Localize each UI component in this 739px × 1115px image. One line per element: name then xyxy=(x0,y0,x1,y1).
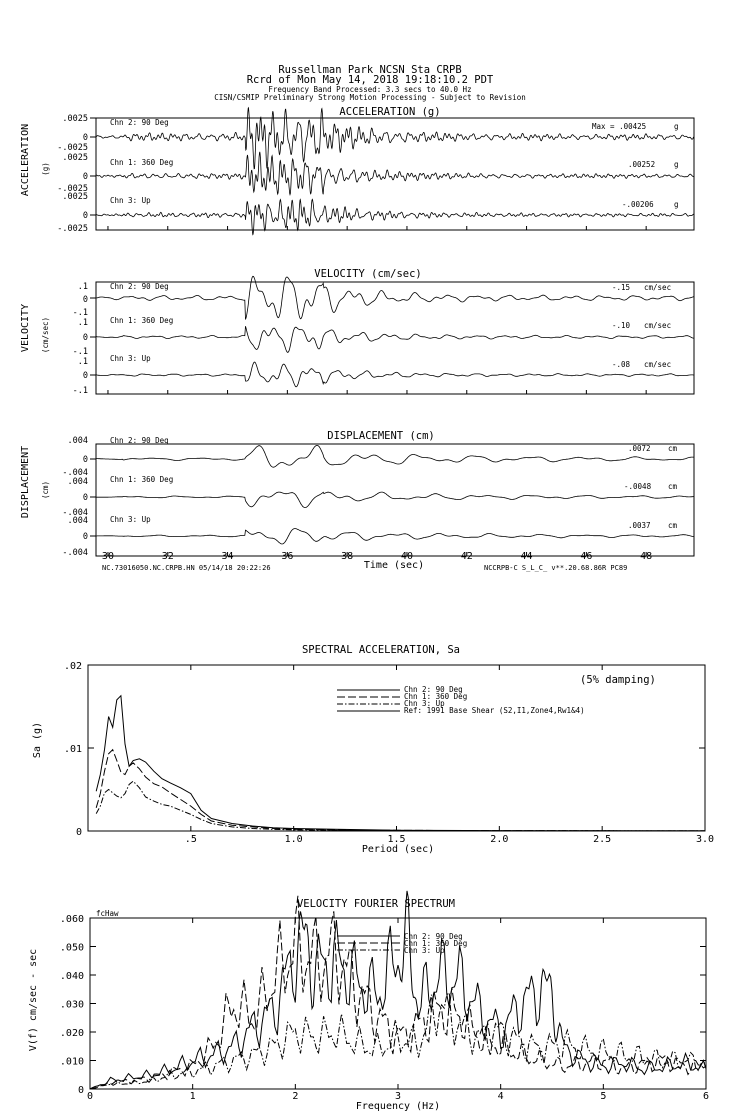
acc-ch1-tick-top: .0025 xyxy=(62,114,88,124)
dis-ch3-tick-bottom: -.004 xyxy=(62,548,88,558)
time-tick-label: 46 xyxy=(580,551,593,562)
dis-ch3-max-value: .0037 xyxy=(628,521,651,530)
time-tick-label: 40 xyxy=(400,551,413,562)
sa-title: SPECTRAL ACCELERATION, Sa xyxy=(301,644,461,656)
acc-ch1-max xyxy=(592,122,646,131)
time-tick-label: 38 xyxy=(341,551,354,562)
header-band: Frequency Band Processed: 3.3 secs to 40.0 Hz xyxy=(268,85,472,94)
acceleration-panel xyxy=(20,106,694,235)
acc-ch1-max-prefix: Max = xyxy=(592,122,620,131)
vel-ch1-unit: cm/sec xyxy=(644,283,672,292)
acceleration-title: ACCELERATION (g) xyxy=(339,106,441,118)
fs-x-tick-label: 1 xyxy=(189,1091,196,1102)
vel-ch1-name: Chn 2: 90 Deg xyxy=(110,282,169,291)
dis-ch3-tick-zero: 0 xyxy=(82,532,88,542)
fs-ylabel: V(f) cm/sec - sec xyxy=(28,948,39,1052)
fs-x-tick-label: 0 xyxy=(86,1091,94,1102)
vel-ch2-unit: cm/sec xyxy=(644,321,672,330)
sa-x-tick-label: 2.0 xyxy=(490,834,509,845)
footer-record-id: NC.73016050.NC.CRPB.HN 05/14/18 20:22:26 xyxy=(102,564,271,572)
velocity-frame xyxy=(96,282,694,394)
dis-ch1-max-value: .0072 xyxy=(628,444,651,453)
header-disclaimer: CISN/CSMIP Preliminary Strong Motion Processing - Subject to Revision xyxy=(214,93,526,102)
footer-processing-id: NCCRPB-C S_L_C_ v**.20.68.86R PC89 xyxy=(484,564,628,572)
acc-ch1-tick-bottom: -.0025 xyxy=(57,143,88,153)
dis-ch1-tick-top: .004 xyxy=(67,436,88,446)
fs-x-tick-label: 6 xyxy=(702,1091,710,1102)
fs-legend-label-3: Chn 3: Up xyxy=(404,946,445,955)
vel-ch3-max-value: -.08 xyxy=(612,360,631,369)
fs-legend-label-1: Chn 2: 90 Deg xyxy=(404,932,463,941)
acceleration-channel-2 xyxy=(57,143,694,195)
displacement-side-label: DISPLACEMENT xyxy=(20,445,31,519)
fs-title: VELOCITY FOURIER SPECTRUM xyxy=(296,898,456,910)
sa-legend-label-1: Chn 2: 90 Deg xyxy=(404,685,463,694)
acc-ch2-name: Chn 1: 360 Deg xyxy=(110,158,174,167)
vel-ch1-waveform xyxy=(96,276,694,319)
vel-ch3-tick-bottom: -.1 xyxy=(72,386,88,396)
spectral-acceleration-chart xyxy=(32,644,714,855)
sa-legend-label-2: Chn 1: 360 Deg xyxy=(404,692,468,701)
acc-ch2-waveform xyxy=(96,152,694,195)
dis-ch2-tick-zero: 0 xyxy=(82,493,88,503)
sa-y-tick-label: .01 xyxy=(63,744,82,755)
fs-y-tick-label: .040 xyxy=(59,971,84,982)
fs-legend-label-2: Chn 1: 360 Deg xyxy=(404,939,468,948)
acc-ch2-unit: g xyxy=(674,160,679,169)
vel-ch2-tick-top: .1 xyxy=(77,318,88,328)
velocity-channel-1 xyxy=(73,276,694,319)
velocity-unit-label: (cm/sec) xyxy=(41,316,50,354)
acc-ch3-waveform xyxy=(96,199,694,234)
acceleration-side-label: ACCELERATION xyxy=(20,123,31,197)
sa-y-ticks xyxy=(64,661,705,838)
time-tick-label: 30 xyxy=(101,551,114,562)
acc-ch3-name: Chn 3: Up xyxy=(110,196,151,205)
vel-ch2-name: Chn 1: 360 Deg xyxy=(110,316,174,325)
vel-ch3-tick-top: .1 xyxy=(77,357,88,367)
displacement-frame xyxy=(96,444,694,556)
fs-y-ticks xyxy=(60,914,706,1096)
velocity-side-label: VELOCITY xyxy=(20,303,31,353)
dis-ch2-tick-bottom: -.004 xyxy=(62,508,88,518)
velocity-title: VELOCITY (cm/sec) xyxy=(314,268,422,280)
vel-ch2-tick-bottom: -.1 xyxy=(72,347,88,357)
acc-ch1-unit: g xyxy=(674,122,679,131)
fs-x-tick-label: 4 xyxy=(497,1091,504,1102)
time-axis-label: Time (sec) xyxy=(363,560,425,571)
vel-ch3-tick-zero: 0 xyxy=(82,371,88,381)
acc-ch3-max-value: -.00206 xyxy=(622,200,654,209)
fs-xlabel: Frequency (Hz) xyxy=(355,1101,441,1112)
dis-ch2-tick-top: .004 xyxy=(67,477,88,487)
report-header xyxy=(214,64,526,102)
acc-ch3-tick-zero: 0 xyxy=(82,211,88,221)
displacement-title: DISPLACEMENT (cm) xyxy=(327,430,435,442)
acc-ch2-tick-zero: 0 xyxy=(82,172,88,182)
sa-series-line-3 xyxy=(96,781,705,831)
fs-legend xyxy=(337,932,467,955)
dis-ch2-unit: cm xyxy=(668,482,678,491)
fs-y-tick-label: .020 xyxy=(59,1028,84,1039)
dis-ch1-waveform xyxy=(96,445,694,467)
displacement-unit-label: (cm) xyxy=(41,480,50,500)
sa-x-tick-label: .5 xyxy=(184,834,197,845)
fs-y-tick-label: .050 xyxy=(59,942,84,954)
sa-x-tick-label: 3.0 xyxy=(695,834,715,845)
fourier-spectrum-chart xyxy=(28,891,709,1112)
dis-ch1-tick-bottom: -.004 xyxy=(62,468,88,478)
fs-y-tick-label: .060 xyxy=(59,914,84,925)
acc-ch2-tick-bottom: -.0025 xyxy=(57,184,88,194)
sa-ylabel: Sa (g) xyxy=(32,721,43,759)
fs-x-tick-label: 2 xyxy=(292,1091,299,1102)
velocity-channel-3 xyxy=(73,354,694,396)
dis-ch3-waveform xyxy=(96,529,694,545)
dis-ch1-unit: cm xyxy=(668,444,678,453)
velocity-channel-2 xyxy=(73,316,694,357)
sa-legend xyxy=(337,685,585,715)
acc-ch2-tick-top: .0025 xyxy=(62,153,88,163)
time-tick-label: 48 xyxy=(640,551,653,562)
dis-ch3-tick-top: .004 xyxy=(67,516,88,526)
vel-ch1-tick-zero: 0 xyxy=(82,295,88,305)
fs-series-line-2 xyxy=(90,896,706,1089)
vel-ch1-tick-top: .1 xyxy=(77,282,88,292)
sa-series-lines xyxy=(96,696,705,831)
sa-y-tick-label: .02 xyxy=(63,661,82,672)
header-record: Rcrd of Mon May 14, 2018 19:18:10.2 PDT xyxy=(246,74,494,86)
sa-y-tick-label: 0 xyxy=(75,827,82,838)
sa-x-tick-label: 2.5 xyxy=(593,834,612,845)
vel-ch3-unit: cm/sec xyxy=(644,360,672,369)
acc-ch3-unit: g xyxy=(674,200,679,209)
fs-corner-label: fcHaw xyxy=(96,909,119,918)
dis-ch3-unit: cm xyxy=(668,521,678,530)
sa-x-tick-label: 1.5 xyxy=(387,834,406,845)
acc-ch1-tick-zero: 0 xyxy=(82,133,88,143)
sa-legend-label-3: Chn 3: Up xyxy=(404,699,445,708)
vel-ch2-tick-zero: 0 xyxy=(82,333,88,343)
acc-ch2-max-value: .00252 xyxy=(628,160,656,169)
vel-ch2-max-value: -.10 xyxy=(612,321,631,330)
dis-ch1-name: Chn 2: 90 Deg xyxy=(110,436,169,445)
time-tick-label: 42 xyxy=(460,551,473,562)
acc-ch3-tick-top: .0025 xyxy=(62,192,88,202)
displacement-channel-3 xyxy=(62,515,694,558)
vel-ch3-name: Chn 3: Up xyxy=(110,354,151,363)
fs-x-tick-label: 5 xyxy=(600,1091,607,1102)
fs-y-tick-label: 0 xyxy=(77,1085,84,1096)
time-tick-label: 32 xyxy=(161,551,174,562)
dis-ch3-name: Chn 3: Up xyxy=(110,515,151,524)
fs-y-tick-label: .010 xyxy=(59,1056,84,1068)
displacement-channel-2 xyxy=(62,475,694,518)
sa-series-line-1 xyxy=(96,696,705,831)
vel-ch2-waveform xyxy=(96,326,694,352)
acc-ch3-tick-bottom: -.0025 xyxy=(57,224,88,234)
vel-ch1-tick-bottom: -.1 xyxy=(72,308,88,318)
dis-ch2-waveform xyxy=(96,492,694,508)
dis-ch2-max-value: -.0048 xyxy=(624,482,652,491)
displacement-panel xyxy=(20,430,694,558)
sa-series-line-2 xyxy=(96,750,705,831)
time-tick-label: 36 xyxy=(281,551,294,562)
velocity-panel xyxy=(20,268,694,396)
vel-ch1-max-value: -.15 xyxy=(612,283,631,292)
fs-y-tick-label: .030 xyxy=(59,999,84,1011)
fs-x-ticks xyxy=(87,918,709,1102)
vel-ch3-waveform xyxy=(96,362,694,387)
dis-ch2-name: Chn 1: 360 Deg xyxy=(110,475,174,484)
time-tick-label: 44 xyxy=(520,551,533,562)
header-station: Russellman Park NCSN Sta CRPB xyxy=(278,64,462,76)
displacement-channel-1 xyxy=(62,436,694,478)
sa-legend-label-ref: Ref: 1991 Base Shear (S2,I1,Zone4,Rw1&4) xyxy=(404,706,585,715)
dis-ch1-tick-zero: 0 xyxy=(82,455,88,465)
acc-ch1-max-value: .00425 xyxy=(619,122,647,131)
sa-xlabel: Period (sec) xyxy=(361,844,435,855)
acc-ch1-name: Chn 2: 90 Deg xyxy=(110,118,169,127)
sa-x-tick-label: 1.0 xyxy=(284,834,303,845)
fs-series-line-3 xyxy=(90,993,706,1089)
time-tick-label: 34 xyxy=(221,551,234,562)
fs-x-tick-label: 3 xyxy=(394,1091,402,1102)
sa-damping-note: (5% damping) xyxy=(580,674,656,686)
acceleration-channel-3 xyxy=(57,184,694,235)
acceleration-unit-label: (g) xyxy=(41,162,50,176)
